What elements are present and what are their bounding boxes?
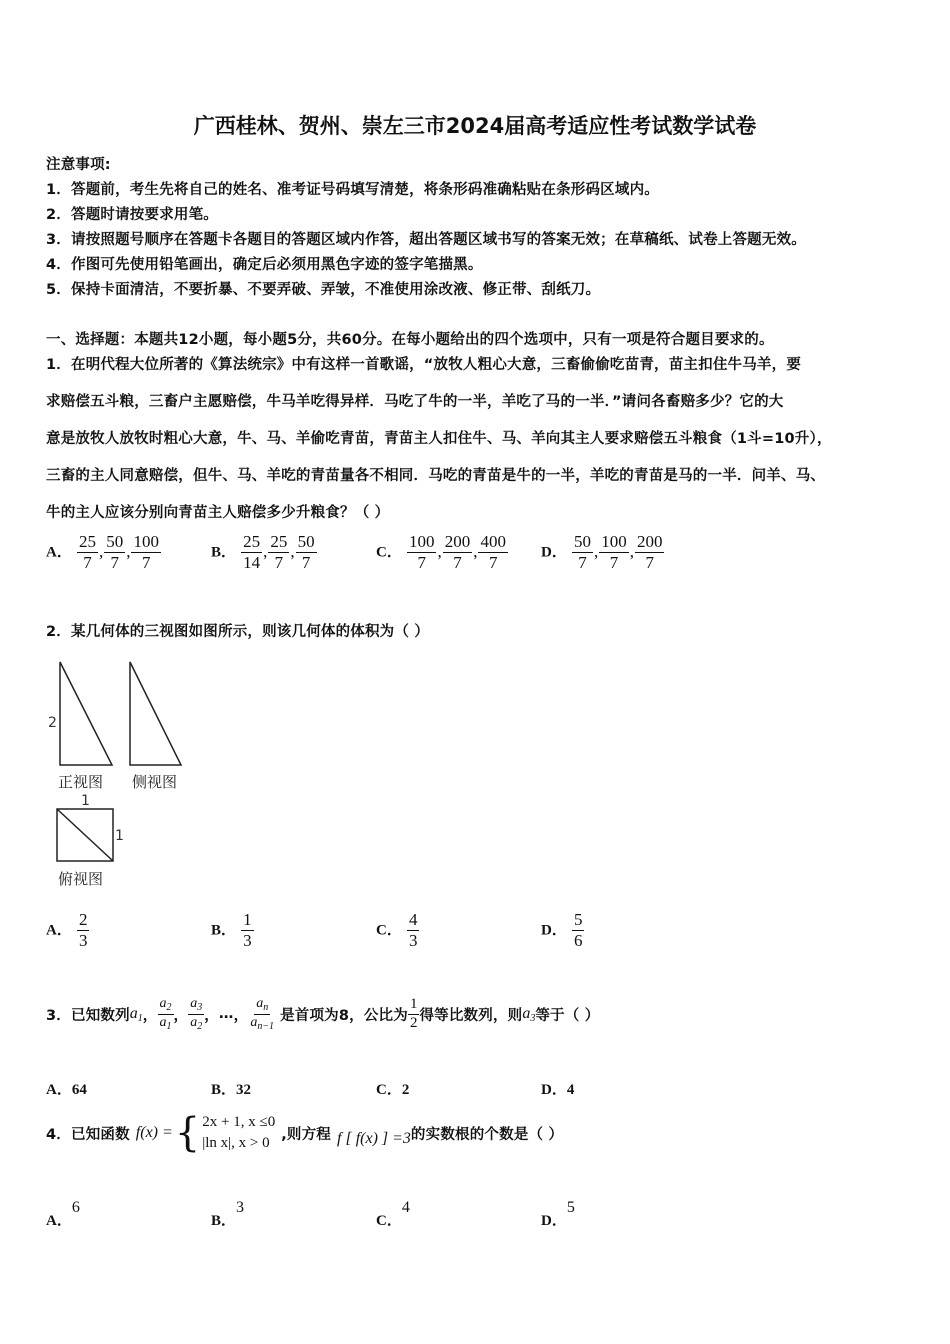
- q4-prefix: 4．已知函数: [46, 1126, 130, 1143]
- fraction-denominator: 3: [243, 930, 252, 950]
- option-label: D．: [541, 1213, 567, 1229]
- option-label: B．: [211, 1213, 237, 1229]
- q1-line: 1．在明代程大位所著的《算法统宗》中有这样一首歌谣，“放牧人粗心大意，三畜偷偷吃苗青，苗主扣住牛马羊，要: [46, 357, 802, 373]
- notice-item: 5．保持卡面清洁，不要折暴、不要弄破、弄皱，不准使用涂改液、修正带、刮纸刀。: [46, 282, 601, 298]
- q2-option-a[interactable]: [46, 910, 89, 950]
- fraction-denominator: 7: [301, 552, 311, 572]
- seq-den-sub: 1: [166, 1020, 172, 1032]
- q4-stem: [46, 1112, 563, 1154]
- seq-num: a: [190, 996, 198, 1011]
- q4-option-a[interactable]: [46, 1196, 80, 1229]
- q3-option-a[interactable]: [46, 1078, 87, 1099]
- q4-option-d[interactable]: [541, 1196, 575, 1229]
- top-view-label: 俯视图: [58, 870, 104, 888]
- option-label: C．: [376, 1082, 402, 1098]
- q1-line: 意是放牧人放牧时粗心大意，牛、马、羊偷吃青苗，青苗主人扣住牛、马、羊向其主人要求赔偿五斗粮食（1斗=10升），: [46, 431, 832, 447]
- seq-term: a: [129, 1004, 138, 1022]
- fraction-numerator: 50: [106, 532, 124, 551]
- notice-heading: 注意事项:: [46, 157, 111, 173]
- fraction-denominator: 7: [141, 552, 151, 572]
- fraction-denominator: 3: [78, 930, 88, 950]
- seq-den: a: [159, 1014, 167, 1030]
- fraction-numerator: 100: [133, 532, 159, 551]
- notice-item: 1．答题前，考生先将自己的姓名、准考证号码填写清楚，将条形码准确粘贴在条形码区域内。: [46, 182, 659, 198]
- q1-line: 三畜的主人同意赔偿，但牛、马、羊吃的青苗量各不相同．马吃的青苗是牛的一半，羊吃的青苗是马的一半．问羊、马、: [46, 468, 826, 484]
- q3-after-ratio: 得等比数列，则: [419, 1007, 523, 1024]
- q4-option-c[interactable]: [376, 1196, 410, 1229]
- seq-num: a: [159, 996, 167, 1011]
- page-title: 广西桂林、贺州、崇左三市2024届高考适应性考试数学试卷: [193, 114, 757, 138]
- fraction-numerator: 1: [243, 910, 252, 929]
- option-label: C．: [376, 544, 402, 561]
- equation: f [ f(x) ] =3: [337, 1130, 411, 1147]
- option-label: A．: [46, 544, 72, 561]
- q3-option-c[interactable]: [376, 1078, 409, 1099]
- top-view-diagonal: [57, 809, 113, 861]
- q3-option-b[interactable]: [211, 1078, 251, 1099]
- option-label: B．: [211, 544, 237, 561]
- target-term-sub: 3: [530, 1012, 536, 1024]
- q1-option-c[interactable]: C． $\frac{100}{7}$ , $\frac{200}{7}$ , $\frac{400}{7}$: [376, 532, 506, 572]
- q3-stem: 3．已知数列 $a_1$ ， $\frac{a_2}{a_1}$ ， $\frac{a_3}{a_2}$ ， … ， $\frac{a_n}{a_{n-1}}$ 是首项为8，公比为 $\frac{1}{2}$ 得等比数列，则 $a_3$ 等于（ ）: [46, 996, 600, 1032]
- function-name: f(x) =: [135, 1124, 173, 1141]
- option-value: 4: [566, 1082, 575, 1098]
- target-term: a: [522, 1004, 531, 1022]
- fraction-numerator: 5: [573, 910, 583, 929]
- fraction-numerator: 100: [408, 532, 435, 551]
- top-width-mark: 1: [81, 793, 90, 809]
- q2-text: 2．某几何体的三视图如图所示，则该几何体的体积为（ ）: [46, 624, 430, 640]
- fraction-numerator: 50: [297, 532, 315, 551]
- q1-option-b[interactable]: B． $\frac{25}{14}$ , $\frac{25}{7}$ , $\frac{50}{7}$: [211, 532, 315, 572]
- option-label: D．: [541, 544, 567, 561]
- side-view-label: 侧视图: [132, 773, 178, 791]
- fraction-denominator: 7: [609, 552, 619, 572]
- fraction-denominator: 7: [578, 552, 587, 572]
- option-value: 32: [236, 1082, 252, 1098]
- ratio-num: 1: [408, 996, 420, 1014]
- piecewise-case: |ln x|, x > 0: [202, 1135, 270, 1151]
- fraction-denominator: 7: [645, 552, 654, 572]
- q1-line: 求赔偿五斗粮，三畜户主愿赔偿，牛马羊吃得异样．马吃了牛的一半，羊吃了马的一半．”请问各畜赔多少？它的大: [46, 394, 784, 410]
- option-label: A．: [46, 1213, 72, 1229]
- option-label: B．: [211, 922, 237, 939]
- fraction-numerator: 4: [408, 910, 418, 929]
- seq-num-sub: 2: [166, 1002, 172, 1013]
- section-heading: 一、选择题：本题共12小题，每小题5分，共60分。在每小题给出的四个选项中，只有一项是符合题目要求的。: [46, 332, 774, 348]
- height-mark: 2: [48, 715, 57, 731]
- option-label: B．: [211, 1082, 237, 1098]
- fraction-numerator: 200: [636, 532, 663, 551]
- option-value: 4: [401, 1199, 410, 1216]
- fraction-denominator: 7: [453, 552, 462, 572]
- option-label: A．: [46, 1082, 72, 1098]
- notice-item: 2．答题时请按要求用笔。: [46, 207, 218, 223]
- fraction-denominator: 7: [110, 552, 119, 572]
- notice-item: 4．作图可先使用铅笔画出，确定后必须用黑色字迹的签字笔描黑。: [46, 257, 483, 273]
- option-label: D．: [541, 1082, 567, 1098]
- fraction-denominator: 7: [417, 552, 426, 572]
- notice-item: 3．请按照题号顺序在答题卡各题目的答题区域内作答，超出答题区域书写的答案无效；在草稿纸、试卷上答题无效。: [46, 232, 806, 248]
- front-view-label: 正视图: [58, 773, 104, 791]
- brace-icon: {: [174, 1110, 201, 1156]
- fraction-numerator: 50: [573, 532, 591, 551]
- q4-middle: ,则方程: [281, 1126, 332, 1143]
- q3-option-d[interactable]: [541, 1078, 574, 1099]
- fraction-numerator: 25: [270, 532, 288, 551]
- fraction-denominator: 3: [408, 930, 418, 950]
- q2-option-b[interactable]: [211, 910, 254, 950]
- seq-num-sub: n: [263, 1002, 269, 1013]
- fraction-denominator: 7: [488, 552, 498, 572]
- option-value: 6: [71, 1199, 80, 1216]
- side-view-triangle: [130, 662, 181, 765]
- seq-num-sub: 3: [197, 1002, 203, 1013]
- seq-den-sub: n−1: [257, 1020, 275, 1032]
- seq-den: a: [250, 1014, 258, 1030]
- q2-option-d[interactable]: [541, 910, 584, 950]
- option-value: 2: [401, 1082, 410, 1098]
- top-height-mark: 1: [115, 828, 124, 844]
- q2-option-c[interactable]: [376, 910, 419, 950]
- fraction-numerator: 100: [601, 532, 627, 551]
- fraction-denominator: 7: [274, 552, 284, 572]
- piecewise-case: 2x + 1, x ≤0: [202, 1114, 276, 1130]
- option-value: 64: [71, 1082, 87, 1098]
- fraction-numerator: 25: [78, 532, 96, 551]
- option-label: C．: [376, 922, 402, 939]
- front-view-triangle: [60, 662, 112, 765]
- q1-option-a[interactable]: A． $\frac{25}{7}$ , $\frac{50}{7}$ , $\frac{100}{7}$: [46, 532, 159, 572]
- q1-line: 牛的主人应该分别向青苗主人赔偿多少升粮食？（ ）: [46, 505, 390, 521]
- ratio-den: 2: [409, 1014, 418, 1031]
- fraction-denominator: 14: [243, 552, 261, 572]
- option-label: A．: [46, 922, 72, 939]
- seq-den-sub: 2: [197, 1020, 203, 1032]
- option-label: D．: [541, 922, 567, 939]
- three-view-figure: [40, 650, 200, 895]
- fraction-numerator: 200: [444, 532, 471, 551]
- fraction-numerator: 25: [243, 532, 261, 551]
- option-value: 3: [236, 1199, 245, 1216]
- q1-option-d[interactable]: D． $\frac{50}{7}$ , $\frac{100}{7}$ , $\frac{200}{7}$: [541, 532, 663, 572]
- option-value: 5: [566, 1199, 575, 1216]
- seq-den: a: [190, 1014, 198, 1030]
- fraction-denominator: 7: [83, 552, 92, 572]
- q4-suffix: 的实数根的个数是（ ）: [410, 1126, 564, 1143]
- fraction-numerator: 400: [480, 532, 506, 551]
- seq-term-sub: 1: [137, 1012, 143, 1024]
- seq-ellipsis: …: [218, 1006, 234, 1022]
- seq-num: a: [256, 996, 264, 1011]
- q4-option-b[interactable]: [211, 1196, 245, 1229]
- q3-suffix: 等于（ ）: [535, 1007, 600, 1024]
- fraction-numerator: 2: [78, 910, 88, 929]
- q3-middle: 是首项为8，公比为: [280, 1007, 408, 1024]
- fraction-denominator: 6: [573, 930, 583, 950]
- q3-prefix: 3．已知数列: [46, 1007, 130, 1024]
- option-label: C．: [376, 1213, 402, 1229]
